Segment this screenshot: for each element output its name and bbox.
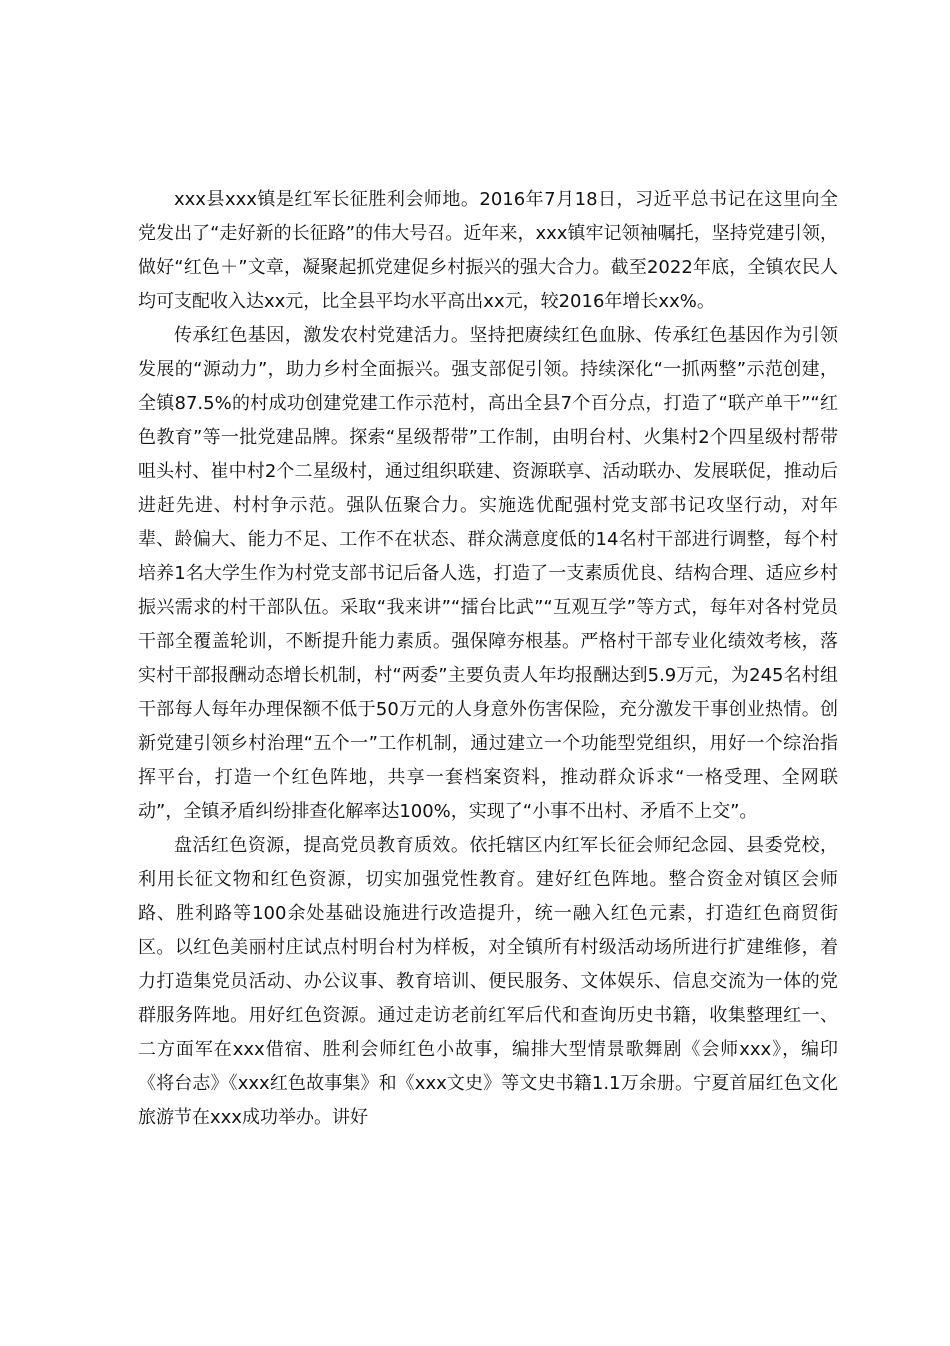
document-body (138, 183, 838, 1135)
paragraph-red-gene: 传承红色基因，激发农村党建活力。坚持把赓续红色血脉、传承红色基因作为引领发展的“源动力”，助力乡村全面振兴。强支部促引领。持续深化“一抓两整”示范创建，全镇87.5%的村成功创建党建工作示范村，高出全县7个百分点，打造了“联产单干”“红色教育”等一批党建品牌。探索“星级帮带”工作制，由明台村、火集村2个四星级村帮带咀头村、崔中村2个二星级村，通过组织联建、资源联享、活动联办、发展联促，推动后进赶先进、村村争示范。强队伍聚合力。实施选优配强村党支部书记攻坚行动，对年辈、龄偏大、能力不足、工作不在状态、群众满意度低的14名村干部进行调整，每个村培养1名大学生作为村党支部书记后备人选，打造了一支素质优良、结构合理、适应乡村振兴需求的村干部队伍。采取“我来讲”“擂台比武”“互观互学”等方式，每年对各村党员干部全覆盖轮训，不断提升能力素质。强保障夯根基。严格村干部专业化绩效考核，落实村干部报酬动态增长机制，村“两委”主要负责人年均报酬达到5.9万元，为245名村组干部每人每年办理保额不低于50万元的人身意外伤害保险，充分激发干事创业热情。创新党建引领乡村治理“五个一”工作机制，通过建立一个功能型党组织，用好一个综治指挥平台，打造一个红色阵地，共享一套档案资料，推动群众诉求“一格受理、全网联动”，全镇矛盾纠纷排查化解率达100%，实现了“小事不出村、矛盾不上交”。 (138, 325, 839, 822)
paragraph-intro: xxx县xxx镇是红军长征胜利会师地。2016年7月18日，习近平总书记在这里向全党发出了“走好新的长征路”的伟大号召。近年来，xxx镇牢记领袖嘱托，坚持党建引领，做好“红色＋”文章，凝聚起抓党建促乡村振兴的强大合力。截至2022年底，全镇农民人均可支配收入达xx元，比全县平均水平高出xx元，较2016年增长xx%。 (138, 189, 838, 312)
paragraph-red-resources: 盘活红色资源，提高党员教育质效。依托辖区内红军长征会师纪念园、县委党校，利用长征文物和红色资源，切实加强党性教育。建好红色阵地。整合资金对镇区会师路、胜利路等100余处基础设施进行改造提升，统一融入红色元素，打造红色商贸街区。以红色美丽村庄试点村明台村为样板，对全镇所有村级活动场所进行扩建维修，着力打造集党员活动、办公议事、教育培训、便民服务、文体娱乐、信息交流为一体的党群服务阵地。用好红色资源。通过走访老前红军后代和查询历史书籍，收集整理红一、二方面军在xxx借宿、胜利会师红色小故事，编排大型情景歌舞剧《会师xxx》，编印《将台志》《xxx红色故事集》和《xxx文史》等文史书籍1.1万余册。宁夏首届红色文化旅游节在xxx成功举办。讲好 (138, 835, 838, 1128)
